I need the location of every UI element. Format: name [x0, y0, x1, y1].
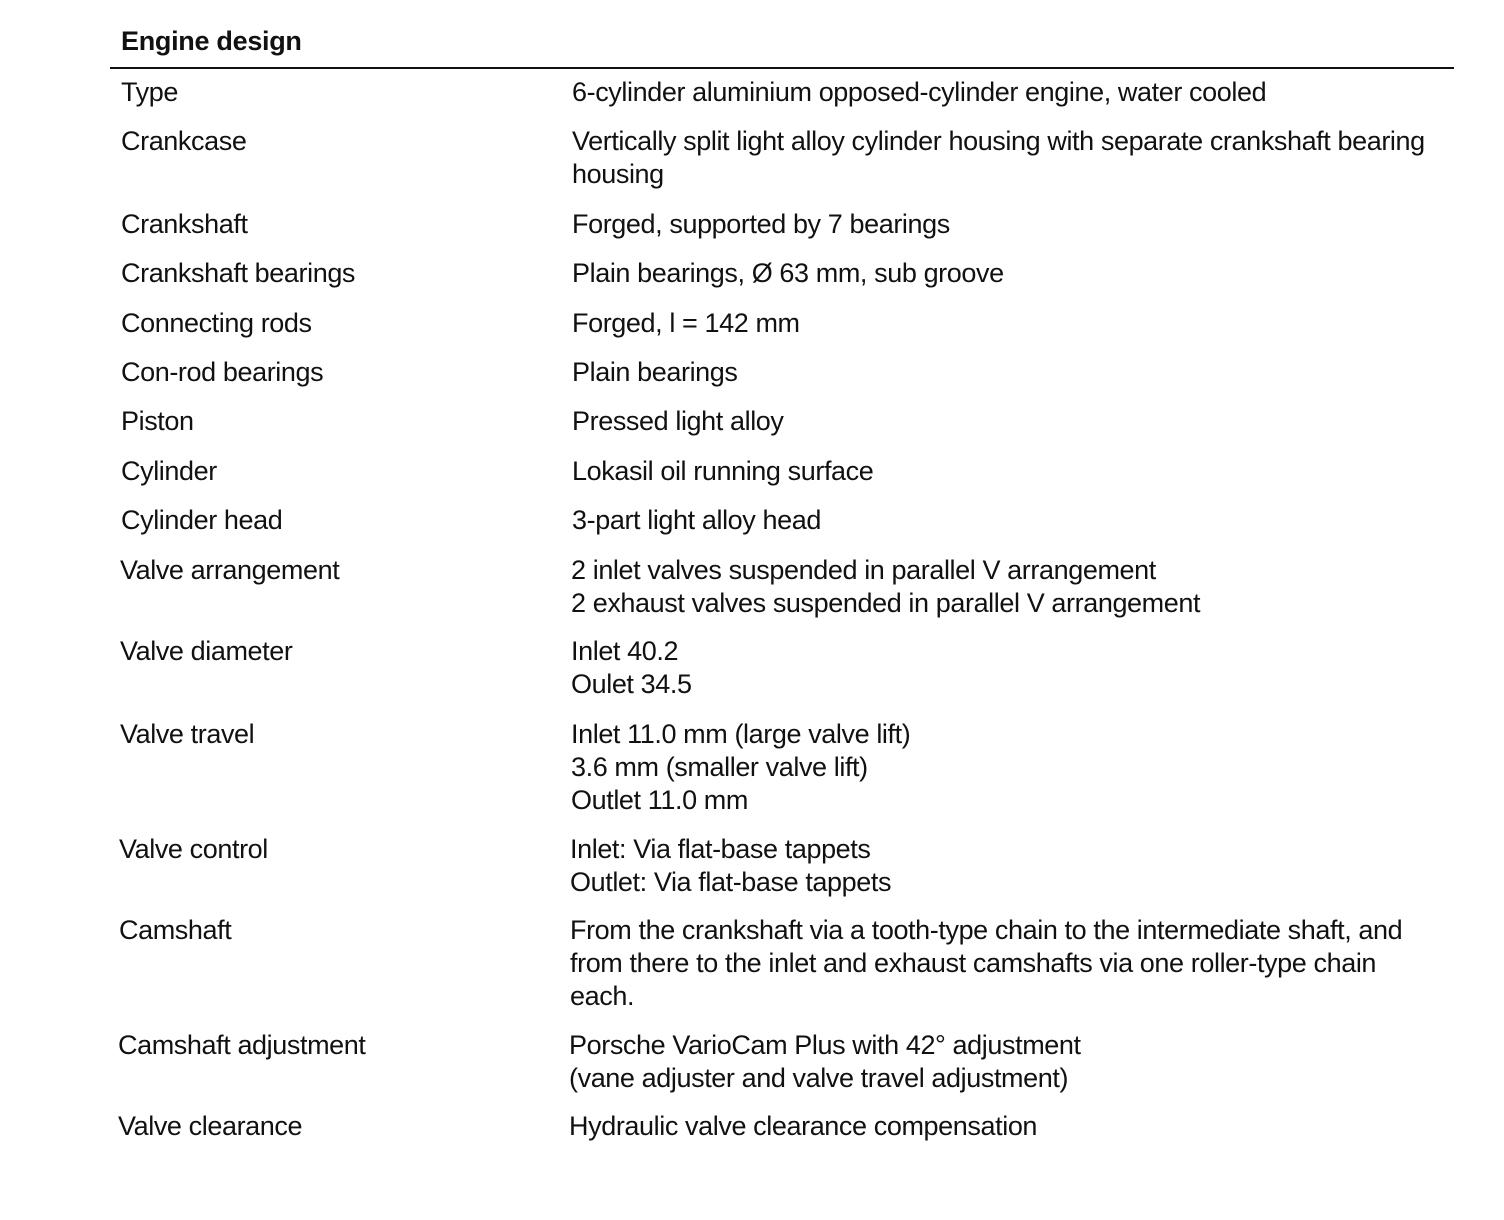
spec-value-line: 6-cylinder aluminium opposed-cylinder engine, water cooled	[572, 77, 1267, 107]
spec-value	[572, 208, 1472, 241]
spec-value	[569, 1110, 1469, 1143]
spec-label: Camshaft adjustment	[118, 1030, 366, 1060]
spec-value-line: Lokasil oil running surface	[572, 456, 874, 486]
spec-label: Valve clearance	[118, 1111, 303, 1141]
spec-value	[571, 554, 1471, 620]
spec-value-line: Inlet 11.0 mm (large valve lift)	[571, 719, 911, 749]
spec-value-line: Porsche VarioCam Plus with 42° adjustment	[569, 1030, 1081, 1060]
section-title: Engine design	[121, 26, 302, 56]
spec-value	[572, 76, 1472, 109]
spec-value-line: Plain bearings	[572, 357, 738, 387]
spec-value-line: Outlet 11.0 mm	[571, 785, 748, 815]
spec-label: Valve arrangement	[120, 555, 340, 585]
spec-label: Cylinder	[121, 456, 217, 486]
spec-label: Crankshaft	[121, 209, 248, 239]
spec-value	[572, 125, 1472, 191]
spec-value	[572, 356, 1472, 389]
spec-value-line: Forged, l = 142 mm	[572, 308, 800, 338]
spec-value-line: 2 inlet valves suspended in parallel V arrangement	[571, 555, 1156, 585]
spec-value	[572, 455, 1472, 488]
spec-value-line: 2 exhaust valves suspended in parallel V arrangement	[571, 588, 1201, 618]
spec-label: Con-rod bearings	[121, 357, 324, 387]
spec-value	[572, 307, 1472, 340]
spec-label: Camshaft	[119, 915, 232, 945]
spec-label: Crankshaft bearings	[121, 258, 356, 288]
spec-value-line: Forged, supported by 7 bearings	[572, 209, 950, 239]
spec-value	[572, 405, 1472, 438]
spec-label: Valve control	[119, 834, 268, 864]
spec-value-line: 3.6 mm (smaller valve lift)	[571, 752, 868, 782]
spec-value	[572, 257, 1472, 290]
spec-value-line: Pressed light alloy	[572, 406, 784, 436]
spec-value-line: Oulet 34.5	[571, 669, 692, 699]
spec-value-line: each.	[570, 981, 635, 1011]
spec-value	[570, 914, 1470, 1013]
spec-label: Crankcase	[121, 126, 247, 156]
spec-value	[569, 1029, 1469, 1095]
spec-value-line: Inlet: Via flat-base tappets	[570, 834, 871, 864]
spec-label: Valve diameter	[120, 636, 293, 666]
spec-label: Connecting rods	[121, 308, 312, 338]
spec-value	[572, 504, 1472, 537]
spec-label: Valve travel	[120, 719, 255, 749]
spec-label: Type	[121, 77, 178, 107]
spec-value-line: housing	[572, 159, 664, 189]
spec-value-line: Plain bearings, Ø 63 mm, sub groove	[572, 258, 1004, 288]
spec-value-line: Inlet 40.2	[571, 636, 679, 666]
spec-value-line: from there to the inlet and exhaust camshafts via one roller-type chain	[570, 948, 1377, 978]
spec-value-line: 3-part light alloy head	[572, 505, 821, 535]
spec-value-line: Vertically split light alloy cylinder housing with separate crankshaft bearing	[572, 126, 1425, 156]
spec-value-line: From the crankshaft via a tooth-type chain to the intermediate shaft, and	[570, 915, 1403, 945]
spec-value-line: Hydraulic valve clearance compensation	[569, 1111, 1038, 1141]
spec-value	[571, 718, 1471, 817]
spec-value	[570, 833, 1470, 899]
spec-value-line: Outlet: Via flat-base tappets	[570, 867, 892, 897]
spec-value-line: (vane adjuster and valve travel adjustment)	[569, 1063, 1069, 1093]
spec-value	[571, 635, 1471, 701]
spec-label: Piston	[121, 406, 194, 436]
spec-label: Cylinder head	[121, 505, 283, 535]
